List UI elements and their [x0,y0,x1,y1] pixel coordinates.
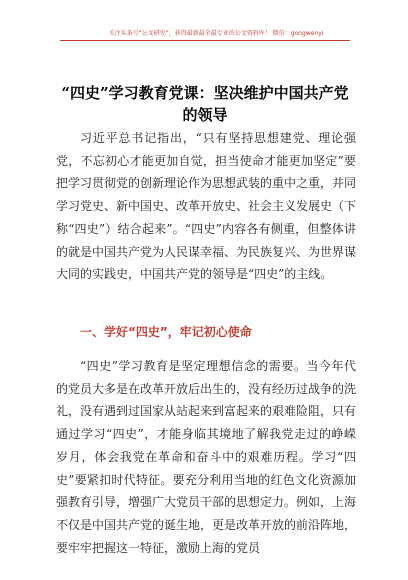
header-divider [60,40,350,41]
section-1-heading: 一、学好“四史”，牢记初心使命 [80,325,252,339]
section-1-paragraph: “四史”学习教育是坚定理想信念的需要。当今年代的党员大多是在改革开放后出生的，没有经历过战争的洗礼，没有遇到过国家从站起来到富起来的艰难险阻，只有通过学习“四史”，才能身临其境地了解我党走过的峥嵘岁月，体会我党在革命和奋斗中的艰难历程。学习“四史”要紧扣时代特征。要充分利用当地的红色文化资源加强教育引导，增强广大党员干部的思想定力。例如，上海不仅是中国共产党的诞生地，更是改革开放的前沿阵地，要牢牢把握这一特征，激励上海的党员 [56,359,357,555]
title-line-2: 的领导 [182,106,228,124]
document-title [40,82,370,126]
header-banner: 关注头条号“公文研究”，获得最新最全最专业的公文资料库！ 微信：gongwenyi [108,30,324,37]
title-line-1: “四史”学习教育党课：坚决维护中国共产党 [61,84,349,102]
intro-paragraph: 习近平总书记指出，“只有坚持思想建党、理论强党，不忘初心才能更加自觉，担当使命才能更加坚定”要把学习贯彻党的创新理论作为思想武装的重中之重，并同学习党史、新中国史、改革开放史、社会主义发展史（下称“四史”）结合起来”。“四史”内容各有侧重，但整体讲的就是中国共产党为人民谋幸福、为民族复兴、为世界谋大同的实践史，中国共产党的领导是“四史”的主线。 [56,131,357,282]
